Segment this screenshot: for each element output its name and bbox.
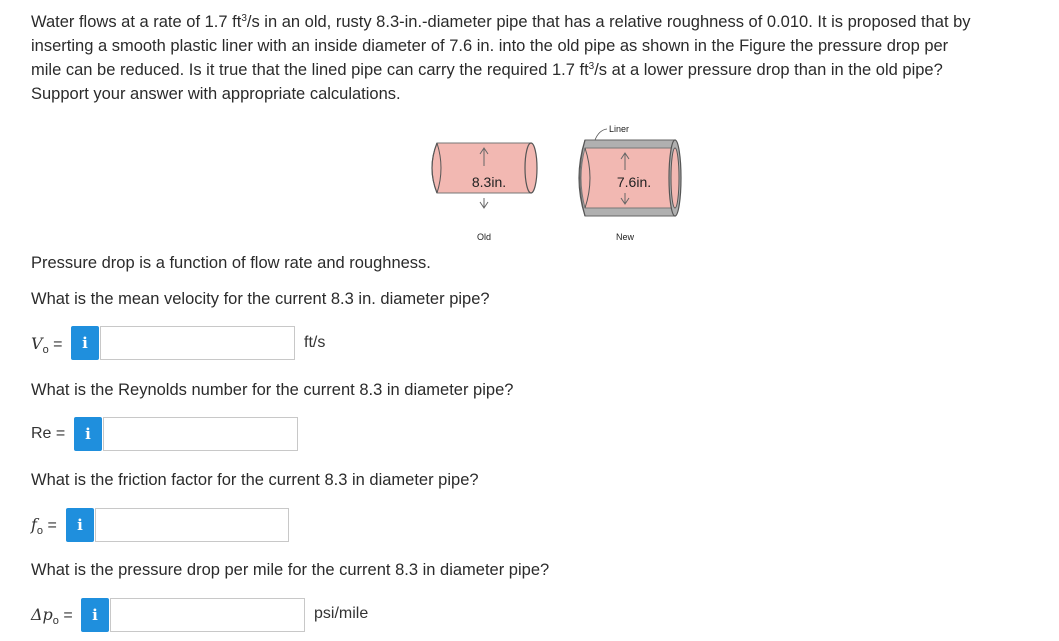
new-pipe [579, 124, 681, 242]
pressure-drop-label: $\Delta p_o$ = [31, 605, 73, 628]
new-diameter-label: 7.6in. [616, 174, 652, 190]
pipe-diagram [425, 118, 695, 248]
velocity-unit: ft/s [304, 334, 326, 351]
old-caption: Old [476, 232, 492, 242]
old-diameter-label: 8.3in. [471, 174, 507, 190]
problem-line-4: Support your answer with appropriate calculations. [31, 85, 401, 103]
velocity-label: $V_o$ = [31, 334, 63, 357]
velocity-info-icon[interactable]: i [71, 326, 99, 360]
problem-line-2: inserting a smooth plastic liner with an inside diameter of 7.6 in. into the old pipe as shown in the Figure the pressure drop per [31, 37, 949, 55]
reynolds-label: Re = [31, 425, 66, 442]
new-caption: New [615, 232, 635, 242]
pipe-figure [425, 118, 695, 248]
friction-info-icon[interactable]: i [66, 508, 94, 542]
liner-leader-line [595, 129, 607, 140]
pressure-drop-info-icon[interactable]: i [81, 598, 109, 632]
problem-line-3: mile can be reduced. Is it true that the lined pipe can carry the required 1.7 $ft^3/s$ at a lower pressure drop than in the old pipe? [31, 61, 943, 79]
friction-input[interactable] [95, 508, 289, 542]
problem-line-1: Water flows at a rate of 1.7 $ft^3/s$ in an old, rusty 8.3-in.-diameter pipe that has a relative roughness of 0.010. It is proposed that by [31, 13, 971, 31]
pressure-drop-unit: psi/mile [314, 605, 369, 622]
question-pressure-drop: What is the pressure drop per mile for the current 8.3 in diameter pipe? [31, 561, 550, 579]
velocity-input[interactable] [100, 326, 295, 360]
question-reynolds: What is the Reynolds number for the current 8.3 in diameter pipe? [31, 381, 514, 399]
problem-statement [31, 10, 1041, 106]
pressure-drop-input[interactable] [110, 598, 305, 632]
reynolds-input[interactable] [103, 417, 298, 451]
friction-label: $f_o$ = [31, 515, 57, 538]
question-friction: What is the friction factor for the current 8.3 in diameter pipe? [31, 471, 479, 489]
intro-text: Pressure drop is a function of flow rate and roughness. [31, 254, 431, 272]
reynolds-info-icon[interactable]: i [74, 417, 102, 451]
liner-label: Liner [609, 124, 630, 134]
old-pipe [432, 143, 537, 242]
question-velocity: What is the mean velocity for the current 8.3 in. diameter pipe? [31, 290, 490, 308]
